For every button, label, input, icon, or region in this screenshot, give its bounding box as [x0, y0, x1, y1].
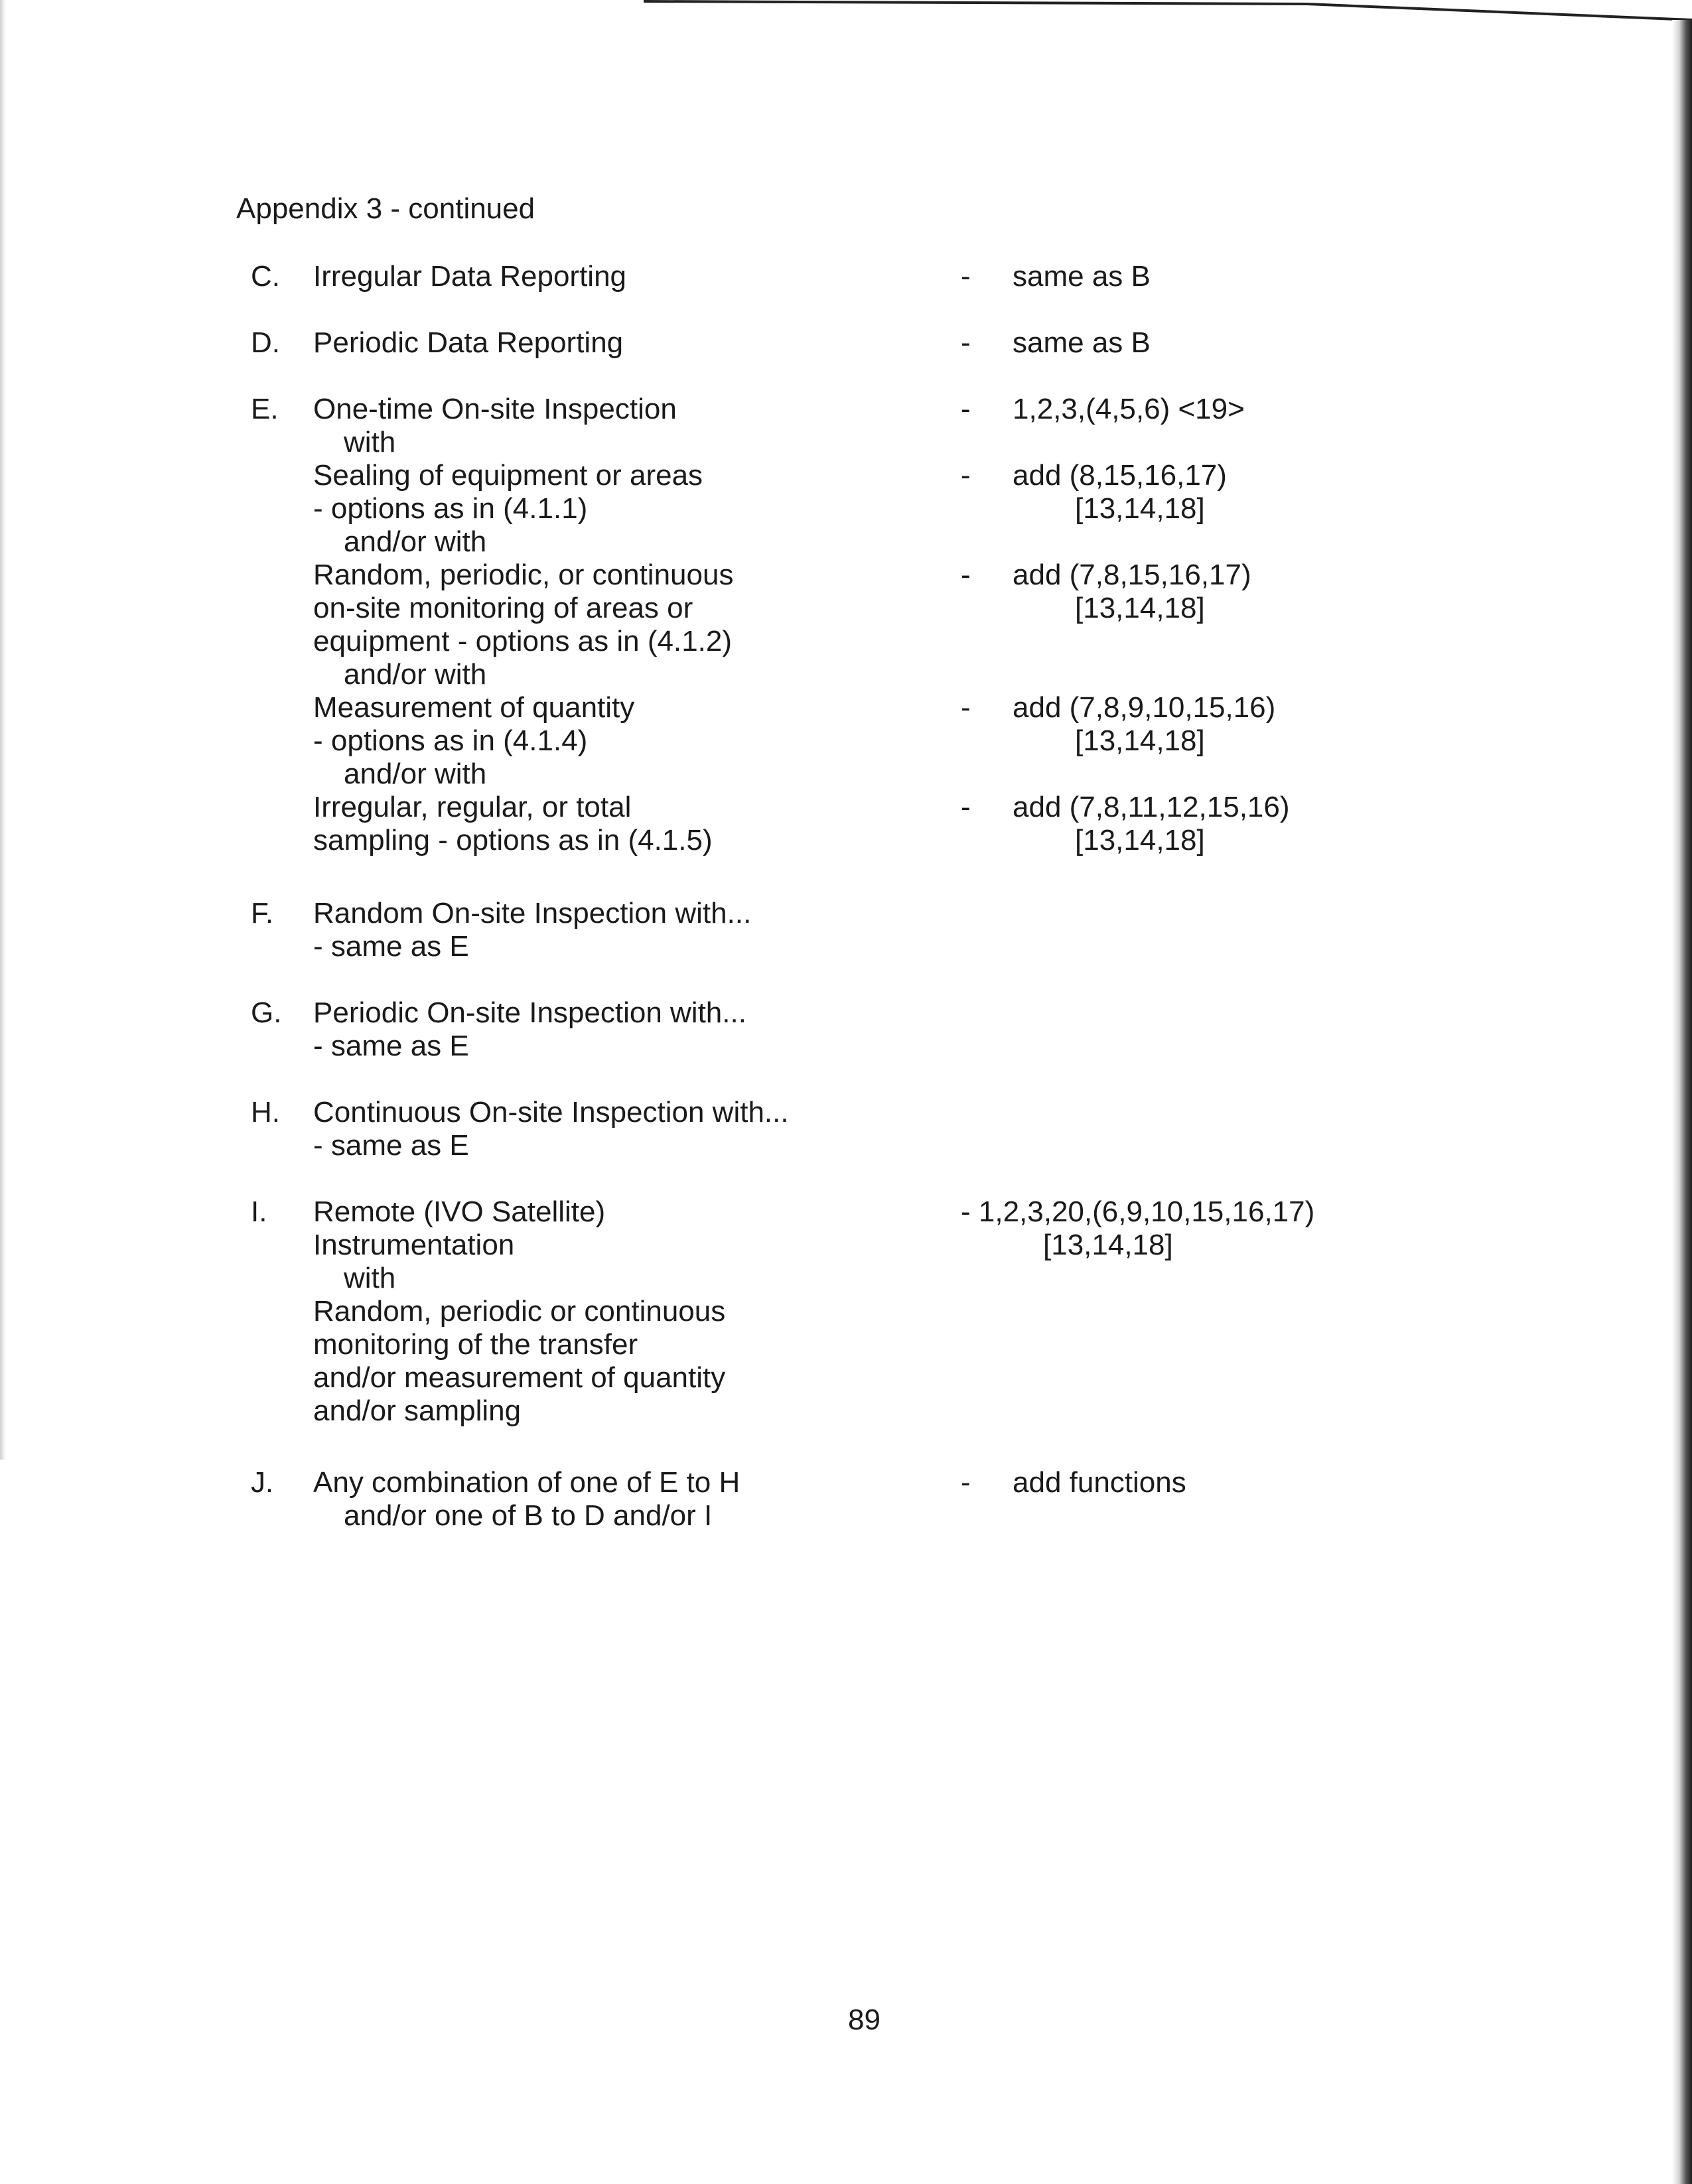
item-e-sub1-line3: and/or with	[344, 525, 487, 558]
item-e-sub1-right1: add (8,15,16,17)	[1013, 459, 1227, 492]
item-f-letter: F.	[251, 897, 274, 929]
item-h-letter: H.	[251, 1096, 280, 1128]
item-e-sub2-dash: -	[961, 559, 971, 591]
item-h-sub: - same as E	[313, 1129, 469, 1162]
item-e-sub1-line2: - options as in (4.1.1)	[313, 492, 588, 525]
item-j-dash: -	[961, 1466, 971, 1499]
item-d-title: Periodic Data Reporting	[313, 326, 624, 359]
item-h-title: Continuous On-site Inspection with...	[313, 1096, 789, 1128]
item-c-right: same as B	[1013, 260, 1151, 293]
item-d-dash: -	[961, 326, 971, 359]
item-d-letter: D.	[251, 326, 280, 359]
item-i-line5: monitoring of the transfer	[313, 1328, 638, 1361]
item-i-line1: Remote (IVO Satellite)	[313, 1195, 606, 1228]
item-e-sub3-dash: -	[961, 691, 971, 724]
item-e-sub2-line1: Random, periodic, or continuous	[313, 559, 734, 591]
item-e-sub4-line2: sampling - options as in (4.1.5)	[313, 824, 713, 856]
item-f-sub: - same as E	[313, 930, 469, 963]
item-e-sub1-dash: -	[961, 459, 971, 492]
item-e-sub1-right2: [13,14,18]	[1075, 492, 1205, 525]
item-j-letter: J.	[251, 1466, 274, 1499]
item-e-with: with	[344, 426, 396, 458]
item-i-right2: [13,14,18]	[1043, 1229, 1173, 1261]
appendix-heading: Appendix 3 - continued	[236, 192, 535, 225]
item-e-sub3-line2: - options as in (4.1.4)	[313, 724, 588, 757]
item-e-sub4-right2: [13,14,18]	[1075, 824, 1205, 856]
page-edge-top	[644, 0, 1692, 23]
item-e-sub4-right1: add (7,8,11,12,15,16)	[1013, 791, 1290, 823]
item-g-sub: - same as E	[313, 1030, 469, 1062]
item-e-sub4-line1: Irregular, regular, or total	[313, 791, 632, 823]
item-g-letter: G.	[251, 996, 282, 1029]
page-edge-right	[1672, 20, 1692, 2184]
item-i-line4: Random, periodic or continuous	[313, 1295, 726, 1328]
item-e-sub4-dash: -	[961, 791, 971, 823]
item-e-letter: E.	[251, 393, 279, 425]
item-e-sub3-right1: add (7,8,9,10,15,16)	[1013, 691, 1276, 724]
item-i-line2: Instrumentation	[313, 1229, 515, 1261]
item-e-sub2-line3: equipment - options as in (4.1.2)	[313, 625, 733, 657]
item-i-right1: - 1,2,3,20,(6,9,10,15,16,17)	[961, 1195, 1315, 1228]
item-e-sub3-line1: Measurement of quantity	[313, 691, 635, 724]
item-e-sub2-right2: [13,14,18]	[1075, 592, 1205, 624]
item-f-title: Random On-site Inspection with...	[313, 897, 752, 929]
item-e-sub3-right2: [13,14,18]	[1075, 724, 1205, 757]
item-j-line1: Any combination of one of E to H	[313, 1466, 740, 1499]
item-c-letter: C.	[251, 260, 280, 293]
item-i-line3: with	[344, 1262, 396, 1294]
item-g-title: Periodic On-site Inspection with...	[313, 996, 746, 1029]
item-e-right: 1,2,3,(4,5,6) <19>	[1013, 393, 1245, 425]
item-e-sub3-line3: and/or with	[344, 758, 487, 790]
item-e-sub2-line4: and/or with	[344, 658, 487, 691]
item-j-right: add functions	[1013, 1466, 1186, 1499]
page-number: 89	[848, 2004, 881, 2036]
item-e-sub1-line1: Sealing of equipment or areas	[313, 459, 703, 492]
item-c-dash: -	[961, 260, 971, 293]
item-e-sub2-right1: add (7,8,15,16,17)	[1013, 559, 1251, 591]
page-edge-left	[0, 0, 7, 1460]
item-c-title: Irregular Data Reporting	[313, 260, 627, 293]
item-i-letter: I.	[251, 1195, 267, 1228]
item-i-line7: and/or sampling	[313, 1395, 522, 1427]
item-e-title: One-time On-site Inspection	[313, 393, 677, 425]
item-e-dash: -	[961, 393, 971, 425]
item-d-right: same as B	[1013, 326, 1151, 359]
item-i-line6: and/or measurement of quantity	[313, 1361, 726, 1394]
item-j-line2: and/or one of B to D and/or I	[344, 1499, 713, 1532]
item-e-sub2-line2: on-site monitoring of areas or	[313, 592, 693, 624]
